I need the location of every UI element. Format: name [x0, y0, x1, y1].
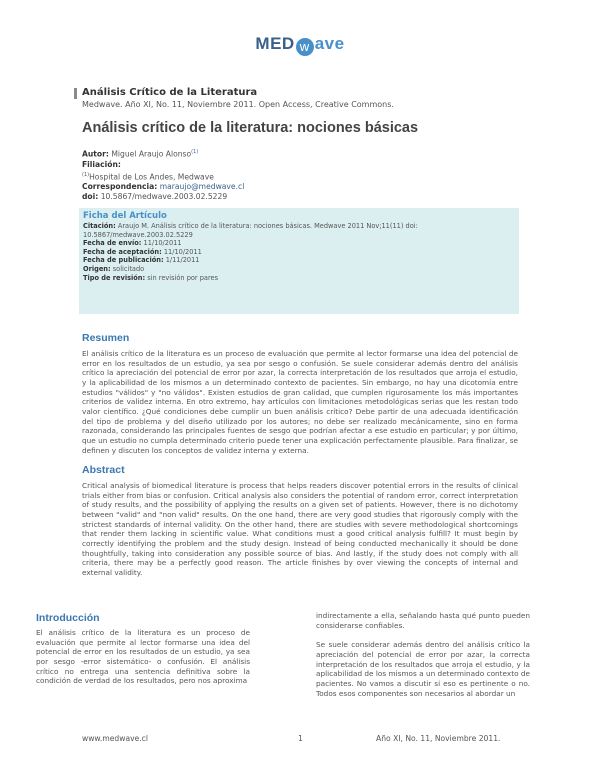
- resumen-text: El análisis crítico de la literatura es un proceso de evaluación que permite al lector formarse una idea del potencial de error en los resultados de un estudio, ya sea por sesgo o confusión. Se suele considerar además dentro del análisis crítico la apreciación del potencial de error por azar, la correcta interpretación de los resultados que arroja el estudio, y la aplicabilidad de los mismos a un determinado contexto de pacientes. Sin embargo, no hay una dicotomía entre estudios "válidos" y "no válidos". Existen estudios de gran calidad, que cumplen rigurosamente los más importantes criterios de validez interna. En otro extremo, hay artículos con limitaciones metodológicas serias que les restan todo valor científico. ¿Qué condiciones debe cumplir un buen análisis crítico? Debe partir de una adecuada identificación del tipo de problema y del diseño utilizado por los autores; no debe ser realizado mecánicamente, sino en forma razonada, considerando las principales fuentes de sesgo que podrían afectar a ese estudio en particular; y por último, que un estudio no cumpla determinado criterio puede tener una explicación perfectamente plausible. Para finalizar, se definen y discuten los conceptos de validez interna y externa.: [82, 349, 518, 455]
- doi-line: [82, 192, 244, 202]
- origen-value: solicitado: [110, 264, 145, 273]
- journal-meta: Medwave. Año XI, No. 11, Noviembre 2011. Open Access, Creative Commons.: [82, 100, 394, 109]
- envio-value: 11/10/2011: [141, 239, 182, 248]
- revision-row: [83, 274, 515, 283]
- resumen-heading: Resumen: [82, 332, 130, 344]
- revision-value: sin revisión por pares: [145, 273, 219, 282]
- envio-row: [83, 239, 515, 248]
- filiacion-value: Hospital de Los Andes, Medwave: [89, 172, 214, 182]
- intro-heading: Introducción: [36, 612, 100, 624]
- doi-label: doi:: [82, 192, 99, 202]
- footer-page-number: 1: [298, 734, 303, 743]
- author-line: [82, 147, 244, 160]
- author-label: Autor:: [82, 149, 109, 159]
- citation-value: Araujo M. Análisis crítico de la literatura: nociones básicas. Medwave 2011 Nov;11(11) doi: 10.5867/medwave.2003.02.5229: [83, 222, 418, 239]
- article-title: Análisis crítico de la literatura: nociones básicas: [82, 120, 419, 136]
- abstract-text: Critical analysis of biomedical literature is process that helps readers discover potential errors in the results of clinical trials either from bias or confusion. Critical analysis also considers the potential of random error, correct interpretation of study results, and the possibility of applying the results on a given set of patients. However, there is no dichotomy between "valid" and "non valid" results. On the one hand, there are very good studies that rigorously comply with the strictest standards of internal validity. On the other hand, there are studies with severe methodological shortcomings that render them lacking in scientific value. What conditions must a good critical analysis fulfill? It must begin by correctly identifying the problem and the study design. Instead of being conducted mechanically it should be done thoughtfully, taking into consideration any possible source of bias. And lastly, if the study does not comply with all criteria, there may be a perfectly good reason. The article finishes by over viewing the concepts of internal and external validity.: [82, 481, 518, 577]
- publicacion-value: 1/11/2011: [163, 256, 200, 265]
- intro-column-left: [36, 628, 250, 686]
- article-info-box: [79, 208, 519, 314]
- correspondencia-label: Correspondencia:: [82, 182, 158, 192]
- author-block: [82, 147, 244, 202]
- aceptacion-label: Fecha de aceptación:: [83, 247, 162, 256]
- filiacion-label-line: [82, 160, 244, 170]
- aceptacion-row: [83, 248, 515, 257]
- logo-text-ave: ave: [314, 34, 345, 53]
- author-name: Miguel Araujo Alonso: [108, 149, 192, 159]
- aceptacion-value: 11/10/2011: [161, 247, 202, 256]
- medwave-logo: [0, 34, 600, 56]
- revision-label: Tipo de revisión:: [83, 273, 146, 282]
- envio-label: Fecha de envío:: [83, 239, 142, 248]
- section-header: [78, 87, 538, 109]
- abstract-heading: Abstract: [82, 464, 125, 476]
- email-link[interactable]: maraujo@medwave.cl: [157, 182, 245, 192]
- author-affil-ref[interactable]: (1): [191, 149, 199, 155]
- filiacion-line: [82, 170, 244, 183]
- footer-issue: Año XI, No. 11, Noviembre 2011.: [376, 734, 501, 743]
- section-marker: [74, 88, 77, 99]
- intro-column-right: [316, 611, 530, 698]
- section-title: Análisis Crítico de la Literatura: [82, 87, 258, 98]
- origen-row: [83, 265, 515, 274]
- intro-right-paragraph-1: indirectamente a ella, señalando hasta qué punto pueden considerarse confiables.: [316, 611, 530, 630]
- logo-wave-icon: w: [296, 38, 314, 56]
- ficha-title: Ficha del Artículo: [83, 211, 167, 221]
- logo-text-med: MED: [255, 34, 295, 53]
- origen-label: Origen:: [83, 264, 111, 273]
- doi-value: 10.5867/medwave.2003.02.5229: [98, 192, 228, 202]
- publicacion-row: [83, 256, 515, 265]
- citation-label: Citación:: [83, 222, 116, 230]
- correspondencia-line: [82, 182, 244, 192]
- citation-row: [83, 222, 515, 239]
- footer-site[interactable]: www.medwave.cl: [82, 734, 148, 743]
- intro-right-paragraph-2: Se suele considerar además dentro del análisis crítico la apreciación del potencial de error por azar, la correcta interpretación de los resultados que arroja el estudio, y la aplicabilidad de los mismos a un determinado contexto de pacientes. No vamos a discutir si eso es pertinente o no. Todos esos componentes son necesarios al abordar un: [316, 640, 530, 698]
- publicacion-label: Fecha de publicación:: [83, 256, 164, 265]
- intro-left-paragraph: El análisis crítico de la literatura es un proceso de evaluación que permite al lector formarse una idea del potencial de error en los resultados de un estudio, ya sea por sesgo -error sistemático- o confusión. El análisis crítico no entrega una sentencia definitiva sobre la condición de verdad de los resultados, pero nos aproxima: [36, 628, 250, 686]
- filiacion-ref: (1): [82, 171, 90, 178]
- filiacion-label: Filiación:: [82, 159, 121, 169]
